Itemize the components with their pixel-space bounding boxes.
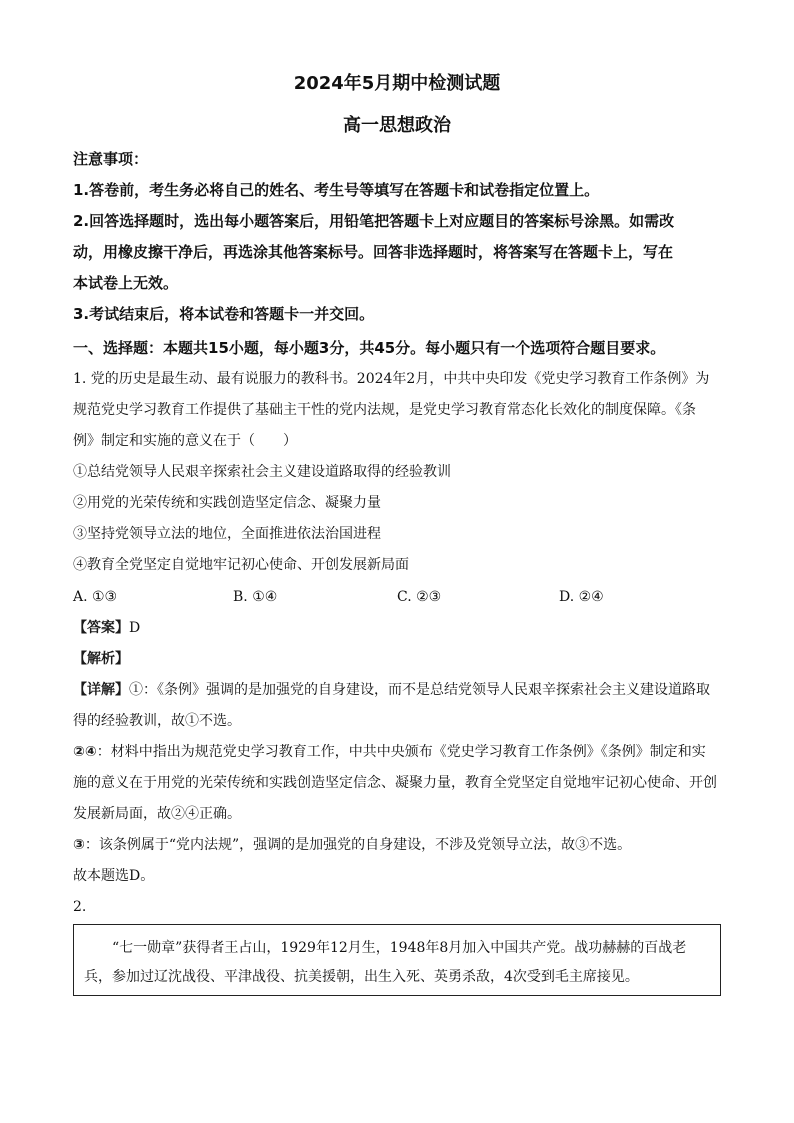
notice-item-3: 3.考试结束后，将本试卷和答题卡一并交回。 [73, 305, 375, 323]
notice-heading: 注意事项： [73, 150, 149, 168]
detail-text-3: ：材料中指出为规范党史学习教育工作，中共中央颁布《党史学习教育工作条例》《条例》制定和实 [96, 744, 706, 760]
detail-line-4: 施的意义在于用党的光荣传统和实践创造坚定信念、凝聚力量，教育全党坚定自觉地牢记初心使命、开创 [73, 775, 717, 791]
notice-item-2-line-3: 本试卷上无效。 [73, 274, 179, 292]
notice-item-2-line-1: 2.回答选择题时，选出每小题答案后，用铅笔把答题卡上对应题目的答案标号涂黑。如需改 [73, 212, 675, 230]
material-line-2: 兵，参加过辽沈战役、平津战役、抗美援朝，出生入死、英勇杀敌，4次受到毛主席接见。 [84, 969, 639, 985]
detail-prefix-2: ②④ [73, 744, 97, 760]
conclusion-line: 故本题选D。 [73, 868, 155, 884]
material-line-1: “七一勋章”获得者王占山，1929年12月生，1948年8月加入中国共产党。战功赫赫的百战老 [84, 940, 687, 956]
answer-line [73, 618, 723, 638]
detail-line-2: 得的经验教训，故①不选。 [73, 713, 241, 729]
detail-text-1: ①：《条例》强调的是加强党的自身建设，而不是总结党领导人民艰辛探索社会主义建设道路取 [129, 682, 710, 698]
exam-subject: 高一思想政治 [343, 115, 451, 136]
option-b: B. ①④ [233, 589, 278, 605]
option-a: A. ①③ [73, 589, 118, 605]
detail-line-1 [73, 680, 723, 700]
option-c: C. ②③ [397, 589, 442, 605]
question-1-stem-line-1: 1. 党的历史是最生动、最有说服力的教科书。2024年2月，中共中央印发《党史学习教育工作条例》为 [73, 371, 710, 387]
notice-item-1: 1.答卷前，考生务必将自己的姓名、考生号等填写在答题卡和试卷指定位置上。 [73, 181, 600, 199]
answer-value: D [129, 620, 141, 636]
detail-line-3 [73, 742, 723, 762]
answer-label: 【答案】 [73, 620, 129, 636]
analysis-label: 【解析】 [73, 651, 129, 667]
analysis-line [73, 649, 723, 669]
question-1-item-1: ①总结党领导人民艰辛探索社会主义建设道路取得的经验教训 [73, 464, 451, 480]
question-1-stem-line-2: 规范党史学习教育工作提供了基础主干性的党内法规，是党史学习教育常态化长效化的制度保障。《条 [73, 402, 696, 418]
detail-prefix-3: ③ [73, 837, 85, 853]
detail-text-6: ：该条例属于“党内法规”，强调的是加强党的自身建设，不涉及党领导立法，故③不选。 [84, 837, 632, 853]
question-1-item-3: ③坚持党领导立法的地位，全面推进依法治国进程 [73, 526, 381, 542]
notice-item-2-line-2: 动，用橡皮擦干净后，再选涂其他答案标号。回答非选择题时，将答案写在答题卡上，写在 [73, 243, 674, 261]
question-1-item-2: ②用党的光荣传统和实践创造坚定信念、凝聚力量 [73, 495, 381, 511]
detail-line-6 [73, 835, 723, 855]
question-1-options [73, 587, 723, 607]
question-2-material-box [73, 924, 721, 996]
question-1-stem-line-3: 例》制定和实施的意义在于（ ） [73, 433, 297, 449]
question-1-item-4: ④教育全党坚定自觉地牢记初心使命、开创发展新局面 [73, 557, 409, 573]
question-2-number: 2. [73, 899, 87, 915]
section-1-heading: 一、选择题：本题共15小题，每小题3分，共45分。每小题只有一个选项符合题目要求。 [73, 339, 666, 357]
detail-label: 【详解】 [73, 682, 129, 698]
detail-line-5: 发展新局面，故②④正确。 [73, 806, 241, 822]
option-d: D. ②④ [559, 589, 604, 605]
exam-title: 2024年5月期中检测试题 [293, 73, 501, 94]
